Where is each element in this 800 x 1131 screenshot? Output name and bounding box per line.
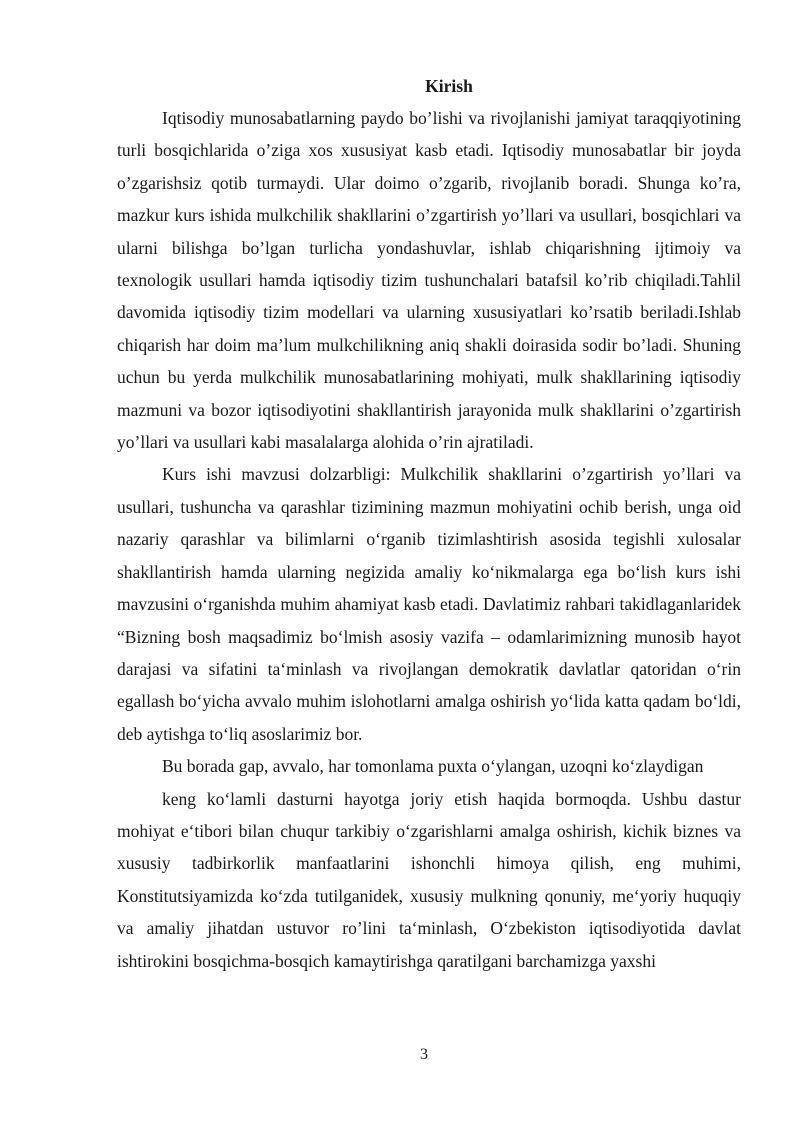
paragraph-program-continued: keng ko‘lamli dasturni hayotga joriy etish haqida bormoqda. Ushbu dastur mohiyat e‘tibori bilan chuqur tarkibiy o‘zgarishlarni amalga oshirish, kichik biznes va xususiy tadbirkorlik manfaatlarini ishonchli himoya qilish, eng muhimi, Konstitutsiyamizda ko‘zda tutilganidek, xususiy mulkning qonuniy, me‘yoriy huquqiy va amaliy jihatdan ustuvor ro’lini ta‘minlash, O‘zbekiston iqtisodiyotida davlat ishtirokini bosqichma-bosqich kamaytirishga qaratilgani barchamizga yaxshi bbox=[117, 788, 741, 971]
page-number: 3 bbox=[420, 1046, 428, 1063]
paragraph-intro: Iqtisodiy munosabatlarning paydo bo’lishi va rivojlanishi jamiyat taraqqiyotining turli bosqichlarida o’ziga xos xususiyat kasb etadi. Iqtisodiy munosabatlar bir joyda o’zgarishsiz qotib turmaydi. Ular doimo o’zgarib, rivojlanib boradi. Shunga ko’ra, mazkur kurs ishida mulkchilik shakllarini o’zgartirish yo’llari va usullari, bosqichlari va ularni bilishga bo’lgan turlicha yondashuvlar, ishlab chiqarishning ijtimoiy va texnologik usullari hamda iqtisodiy tizim tushunchalari batafsil ko’rib chiqiladi.Tahlil davomida iqtisodiy tizim modellari va ularning xususiyatlari ko’rsatib beriladi.Ishlab chiqarish har doim ma’lum mulkchilikning aniq shakli doirasida sodir bo’ladi. Shuning uchun bu yerda mulkchilik munosabatlarining mohiyati, mulk shakllarining iqtisodiy mazmuni va bozor iqtisodiyotini shakllantirish jarayonida mulk shakllarini o’zgartirish yo’llari va usullari kabi masalalarga alohida o’rin ajratiladi. bbox=[117, 108, 741, 453]
page-title: Kirish bbox=[425, 76, 473, 96]
paragraph-relevance: Kurs ishi mavzusi dolzarbligi: Mulkchilik shakllarini o’zgartirish yo’llari va usullari, tushuncha va qarashlar tizimining mazmun mohiyatini ochib berish, unga oid nazariy qarashlar va bilimlarni o‘rganib tizimlashtirish asosida tegishli xulosalar shakllantirish hamda ularning negizida amaliy ko‘nikmalarga ega bo‘lish kurs ishi mavzusini o‘rganishda muhim ahamiyat kasb etadi. Davlatimiz rahbari takidlaganlaridek “Bizning bosh maqsadimiz bo‘lmish asosiy vazifa – odamlarimizning munosib hayot darajasi va sifatini ta‘minlash va rivojlangan demokratik davlatlar qatoridan o‘rin egallash bo‘yicha avvalo muhim islohotlarni amalga oshirish yo‘lida katta qadam bo‘ldi, deb aytishga to‘liq asoslarimiz bor. bbox=[117, 464, 741, 744]
document-body bbox=[117, 70, 741, 977]
paragraph-program-start: Bu borada gap, avvalo, har tomonlama puxta o‘ylangan, uzoqni ko‘zlaydigan bbox=[162, 756, 704, 777]
